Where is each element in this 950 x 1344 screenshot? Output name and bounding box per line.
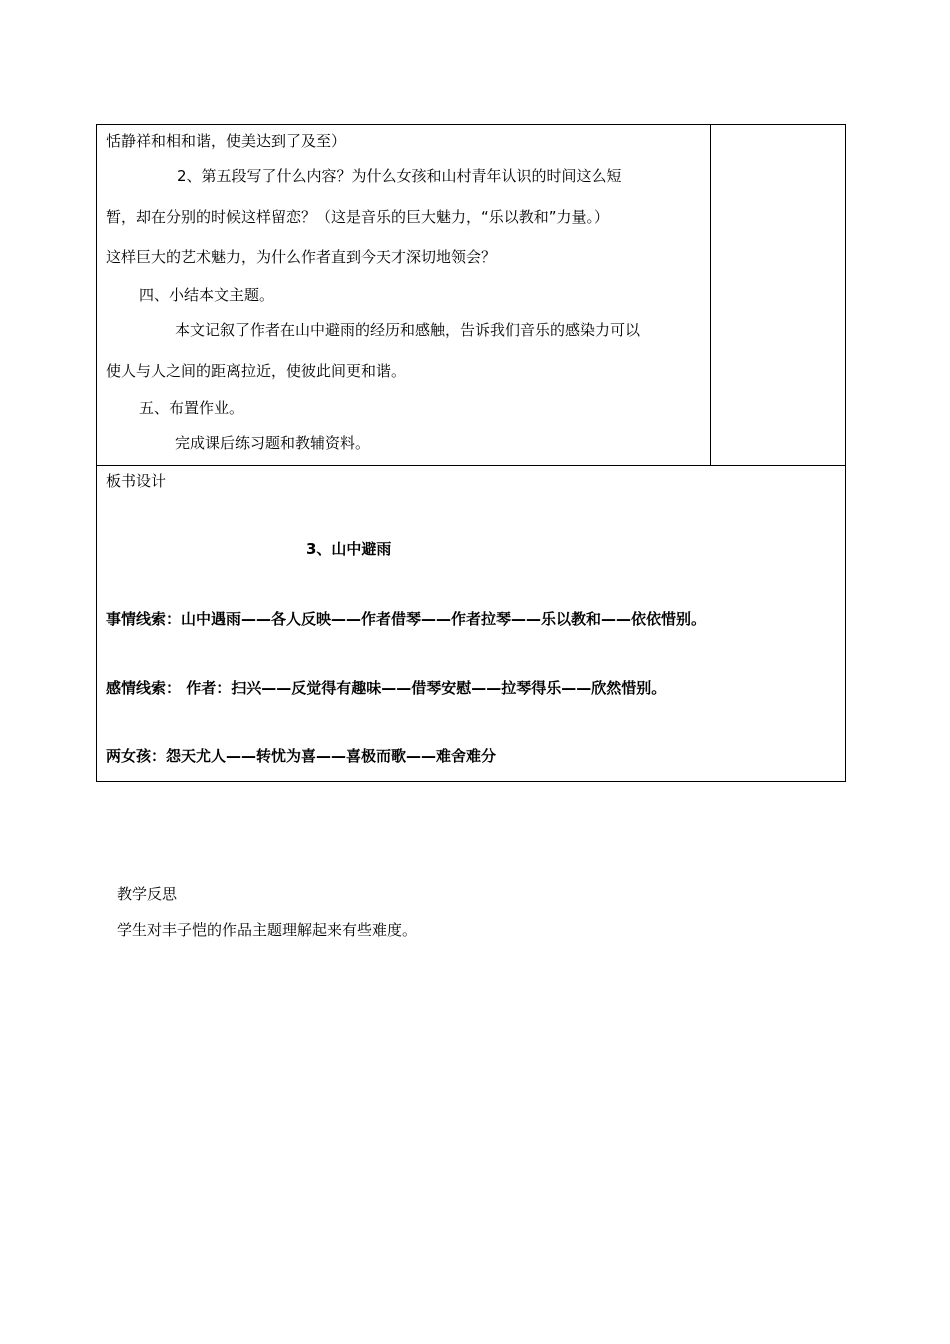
lesson-table: [96, 124, 846, 782]
lesson-line: 使人与人之间的距离拉近，使彼此间更和谐。: [106, 362, 407, 380]
girls-clue: 两女孩：怨天尤人——转忧为喜——喜极而歌——难舍难分: [106, 747, 497, 765]
lesson-line: 2、第五段写了什么内容？为什么女孩和山村青年认识的时间这么短: [177, 167, 622, 185]
lesson-line: 完成课后练习题和教辅资料。: [175, 434, 371, 452]
reflection-label: 教学反思: [117, 885, 178, 903]
board-design-cell: [97, 466, 845, 781]
emotion-clue: 感情线索： 作者：扫兴——反觉得有趣味——借琴安慰——拉琴得乐——欣然惜别。: [106, 679, 667, 697]
lesson-line: 四、小结本文主题。: [139, 286, 275, 304]
lesson-line: 本文记叙了作者在山中避雨的经历和感触，告诉我们音乐的感染力可以: [175, 321, 641, 339]
event-clue: 事情线索：山中遇雨——各人反映——作者借琴——作者拉琴——乐以教和——依依惜别。: [106, 610, 707, 628]
lesson-line: 这样巨大的艺术魅力，为什么作者直到今天才深切地领会？: [106, 248, 497, 266]
board-title: 3、山中避雨: [306, 540, 392, 558]
reflection-text: 学生对丰子恺的作品主题理解起来有些难度。: [117, 921, 418, 939]
lesson-line: 五、布置作业。: [139, 399, 245, 417]
lesson-content-cell: [97, 125, 711, 466]
lesson-line: 暂，却在分别的时候这样留恋？（这是音乐的巨大魅力，“乐以教和”力量。）: [106, 208, 610, 226]
lesson-side-cell: [711, 125, 845, 466]
board-design-label: 板书设计: [106, 472, 167, 490]
lesson-line: 恬静祥和相和谐，使美达到了及至）: [106, 132, 347, 150]
